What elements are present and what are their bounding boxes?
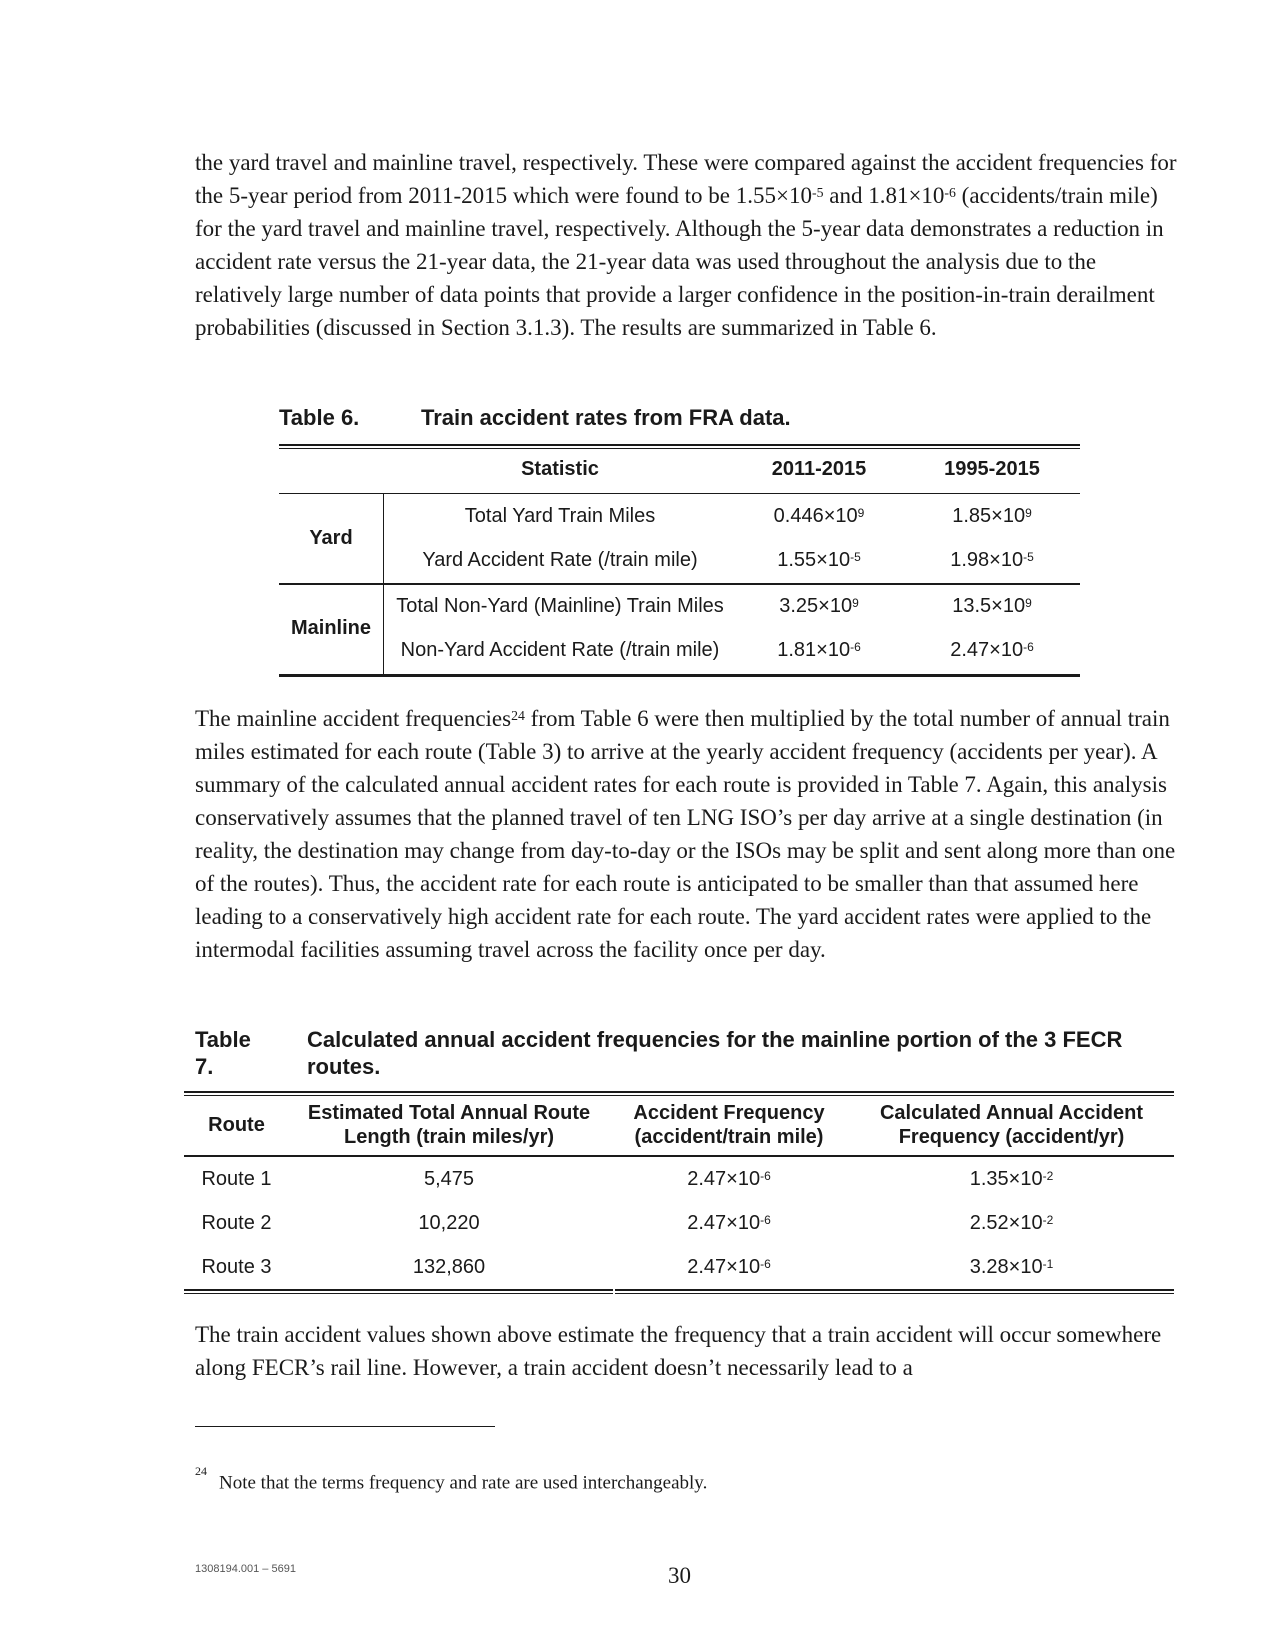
table-title: Train accident rates from FRA data. — [421, 405, 791, 430]
document-id: 1308194.001 – 5691 — [195, 1563, 296, 1575]
length-cell: 10,220 — [418, 1212, 480, 1234]
footnote-marker: 24 — [195, 1464, 207, 1478]
value-cell: $13.5\times 10^9$ — [952, 595, 1032, 617]
frequency-cell: $2.47\times 10^{-6}$ — [687, 1256, 771, 1278]
value-cell: $3.25\times 10^9$ — [779, 595, 859, 617]
body-paragraph: The train accident values shown above estimate the frequency that a train accident will occur somewhere along FECR’s rail line. However, a train accident doesn’t necessarily lead to a — [195, 1322, 1162, 1380]
footnote — [195, 1464, 708, 1494]
column-header-route: Route — [208, 1114, 265, 1136]
statistic-cell: Total Yard Train Miles — [464, 505, 656, 527]
statistic-cell: Total Non-Yard (Mainline) Train Miles — [396, 595, 724, 617]
table-number: Table 6. — [279, 405, 360, 430]
table-6-caption — [279, 405, 791, 431]
column-header-length: Estimated Total Annual Route Length (train miles/yr) — [307, 1102, 591, 1148]
table-rule — [184, 1091, 1174, 1093]
column-header-2011-2015: 2011-2015 — [771, 458, 867, 480]
length-cell: 132,860 — [412, 1256, 486, 1278]
column-header-frequency: Accident Frequency (accident/train mile) — [633, 1102, 825, 1148]
table-title: Calculated annual accident frequencies for the mainline portion of the 3 FECR routes. — [307, 1027, 1123, 1079]
annual-cell: $3.28\times 10^{-1}$ — [969, 1256, 1054, 1278]
value-cell: $1.98\times 10^{-5}$ — [950, 549, 1034, 571]
footnote-text: Note that the terms frequency and rate are used interchangeably. — [219, 1472, 708, 1494]
annual-cell: $2.52\times 10^{-2}$ — [969, 1212, 1054, 1234]
route-cell: Route 3 — [201, 1256, 272, 1278]
value-cell: $1.85\times 10^9$ — [952, 505, 1032, 527]
table-rule — [184, 1155, 1174, 1157]
statistic-cell: Non-Yard Accident Rate (/train mile) — [400, 639, 720, 661]
table-rule — [184, 1095, 1174, 1096]
page-number: 30 — [668, 1563, 691, 1588]
table-rule — [184, 1289, 1174, 1291]
footnote-separator — [195, 1426, 495, 1427]
table-rule — [279, 493, 1080, 494]
table-rule — [279, 448, 1080, 449]
column-header-annual: Calculated Annual Accident Frequency (accident/yr) — [879, 1102, 1143, 1148]
value-cell: $0.446\times 10^9$ — [773, 505, 865, 527]
length-cell: 5,475 — [423, 1168, 475, 1190]
value-cell: $1.81\times 10^{-6}$ — [777, 639, 861, 661]
table-rule — [279, 583, 1080, 585]
table-rule — [184, 1293, 1174, 1294]
group-label-yard: Yard — [309, 527, 353, 549]
annual-cell: $1.35\times 10^{-2}$ — [969, 1168, 1054, 1190]
frequency-cell: $2.47\times 10^{-6}$ — [687, 1168, 771, 1190]
table-vertical-rule — [383, 494, 384, 674]
value-cell: $2.47\times 10^{-6}$ — [950, 639, 1034, 661]
value-cell: $1.55\times 10^{-5}$ — [777, 549, 861, 571]
frequency-cell: $2.47\times 10^{-6}$ — [687, 1212, 771, 1234]
group-label-mainline: Mainline — [290, 617, 371, 639]
route-cell: Route 1 — [201, 1168, 272, 1190]
column-header-1995-2015: 1995-2015 — [944, 458, 1040, 480]
table-rule — [279, 444, 1080, 446]
body-paragraph: The mainline accident frequencies$^{24}$ from Table 6 were then multiplied by the total number of annual train miles estimated for each route (Table 3) to arrive at the yearly accident frequency (accidents per year). A summary of the calculated annual accident rates for each route is provided in Table 7. Again, this analysis conservatively assumes that the planned travel of ten LNG ISO’s per day arrive at a single destination (in reality, the destination may change from day-to-day or the ISOs may be split and sent along more than one of the routes). Thus, the accident rate for each route is anticipated to be smaller than that assumed here leading to a conservatively high accident rate for each route. The yard accident rates were applied to the intermodal facilities assuming travel across the facility once per day. — [195, 706, 1176, 962]
table-rule — [279, 674, 1080, 677]
body-paragraph: the yard travel and mainline travel, respectively. These were compared against the accident frequencies for the 5-year period from 2011-2015 which were found to be $1.55\times 10^{-5}$ and $1.81\times 10^{-6}$ (accidents/train mile) for the yard travel and mainline travel, respectively. Although the 5-year data demonstrates a reduction in accident rate versus the 21-year data, the 21-year data was used throughout the analysis due to the relatively large number of data points that provide a larger confidence in the position-in-train derailment probabilities (discussed in Section 3.1.3). The results are summarized in Table 6. — [195, 150, 1177, 340]
table-number: Table 7. — [195, 1027, 251, 1079]
statistic-cell: Yard Accident Rate (/train mile) — [422, 549, 698, 571]
route-cell: Route 2 — [201, 1212, 272, 1234]
column-header-statistic: Statistic — [521, 458, 599, 480]
table-7 — [184, 1091, 1174, 1297]
table-gap — [613, 1288, 615, 1296]
table-6 — [279, 444, 1080, 680]
